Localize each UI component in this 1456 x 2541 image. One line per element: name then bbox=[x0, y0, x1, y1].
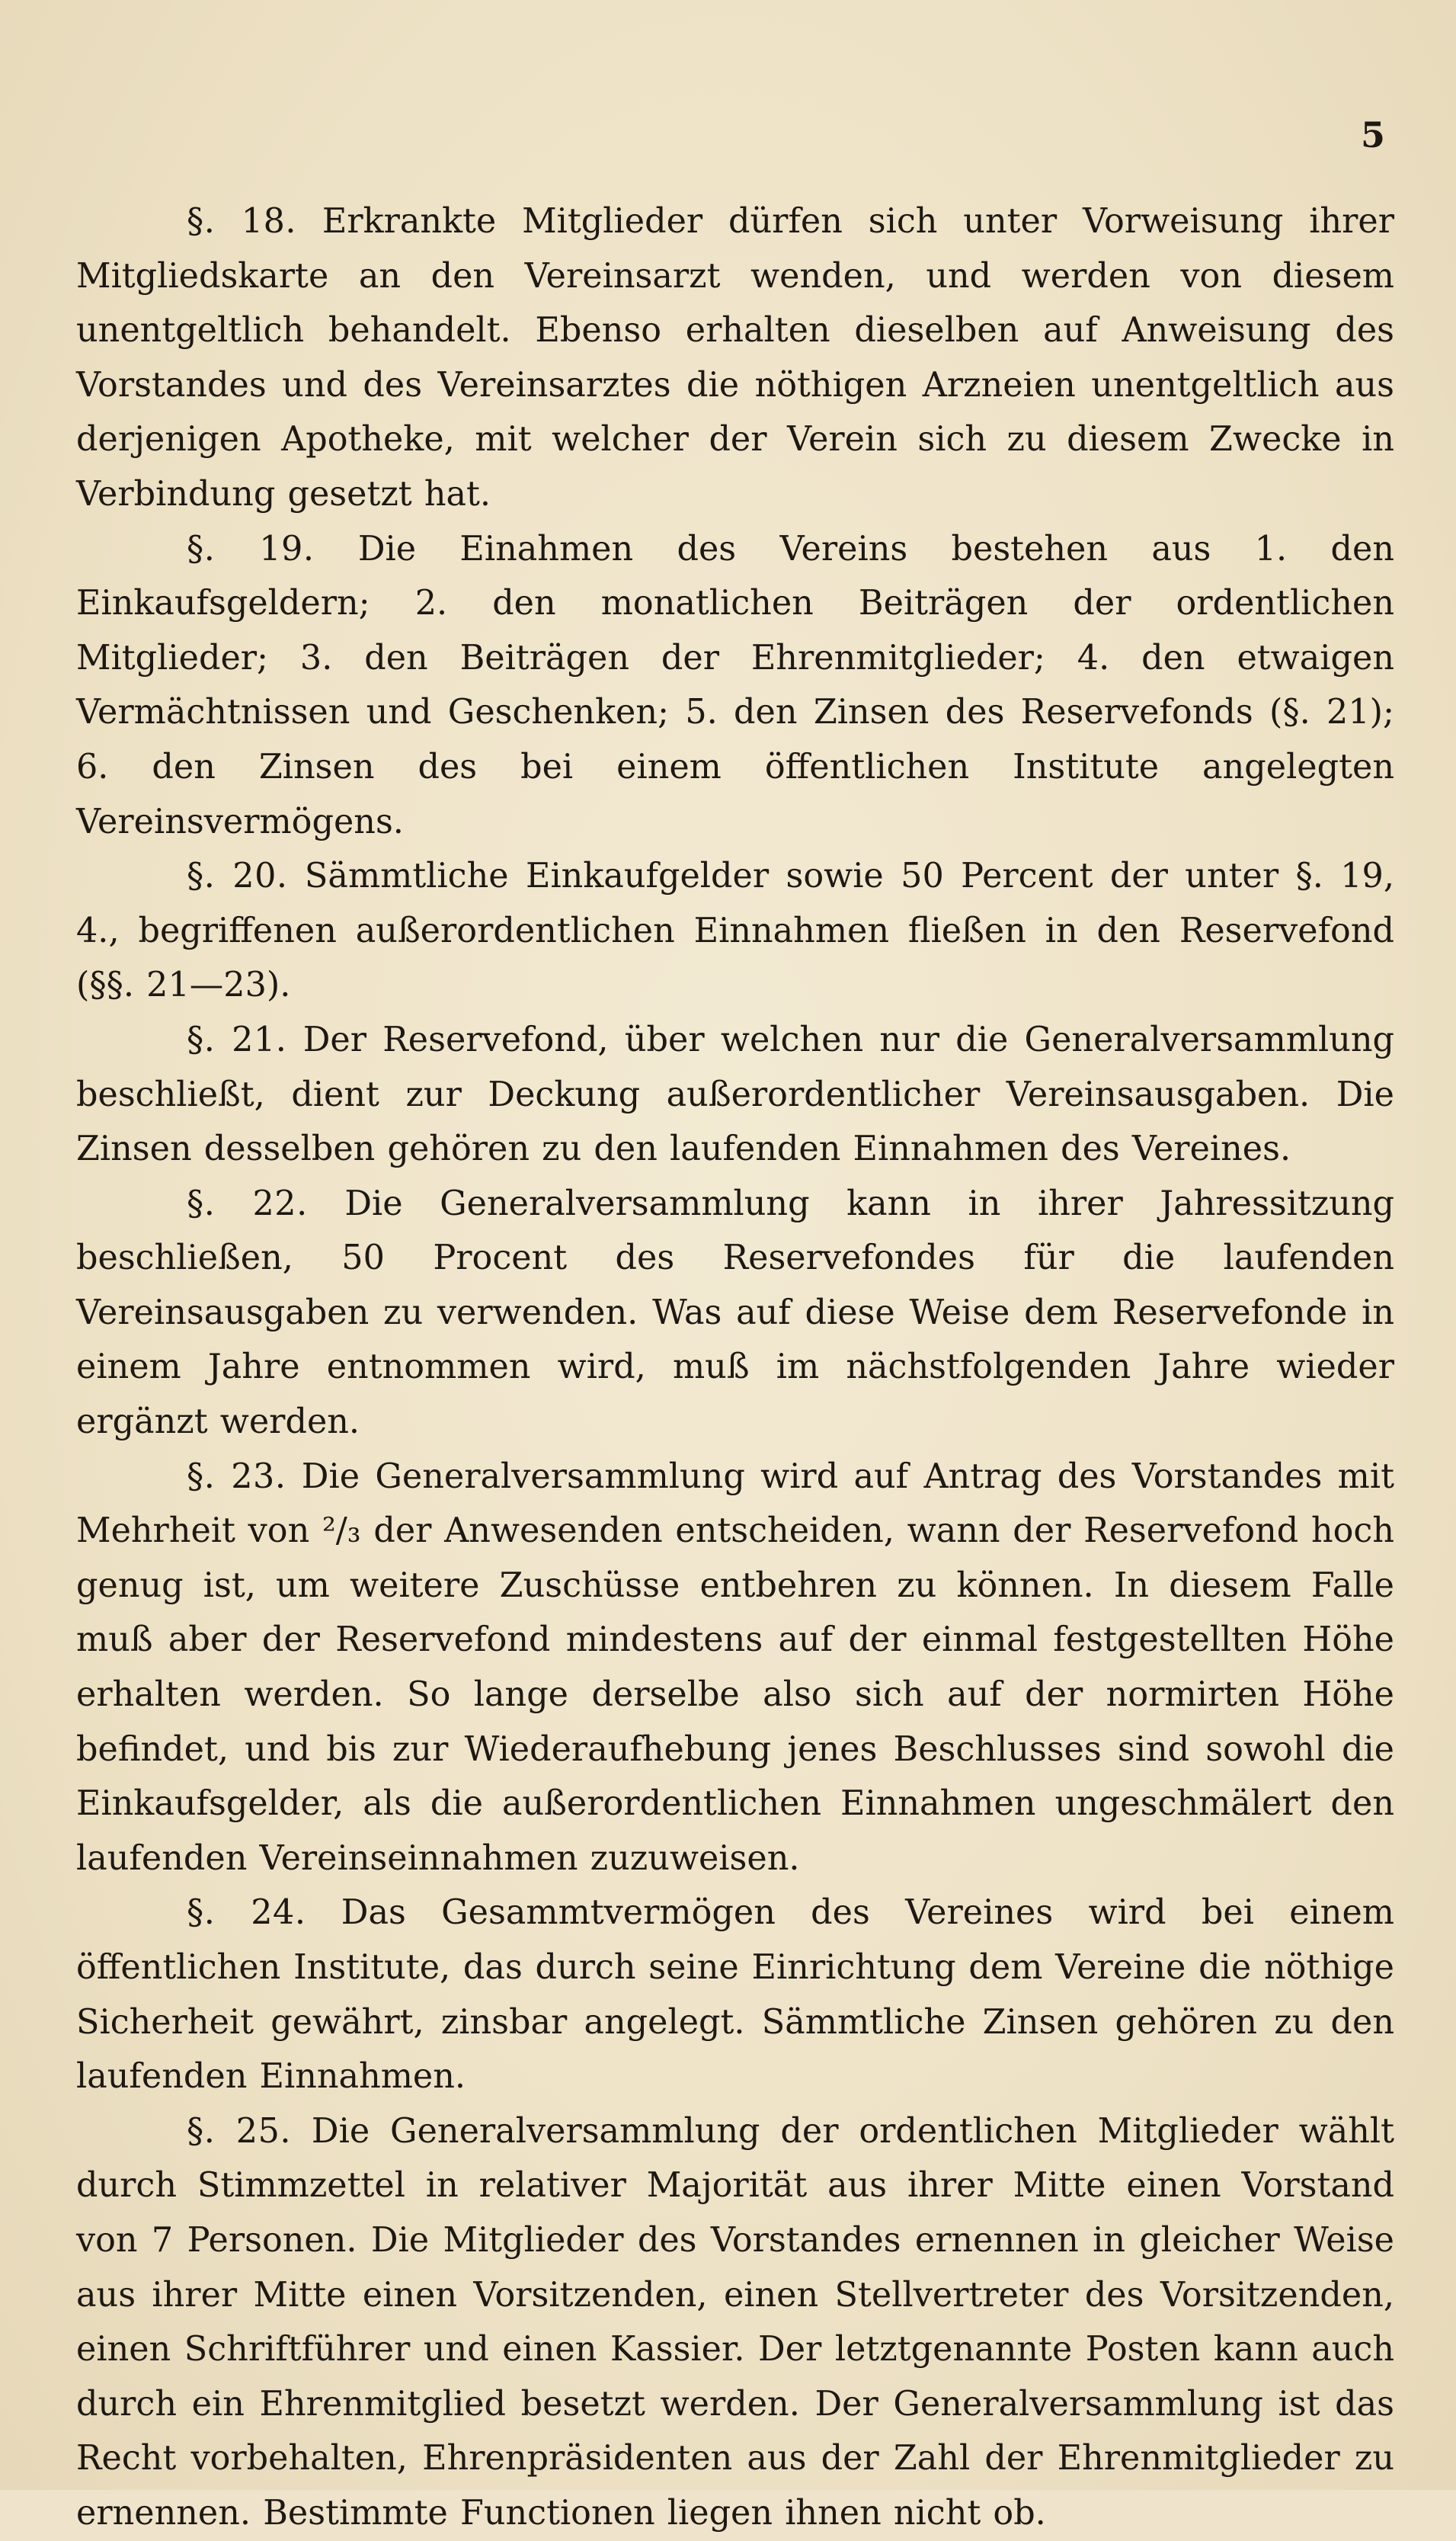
paragraph-21 bbox=[76, 1013, 1394, 1177]
section-number: §. 18. bbox=[187, 202, 297, 241]
paragraph-24 bbox=[76, 1886, 1394, 2104]
paragraph-20 bbox=[76, 849, 1394, 1013]
paragraph-19 bbox=[76, 522, 1394, 850]
paragraph-text: Der Reservefond, über welchen nur die Generalversammlung beschließt, dient zur Deckung außerordentlicher Vereinsausgaben. Die Zinsen desselben gehören zu den laufenden Einnahmen des Vereines. bbox=[76, 1020, 1395, 1169]
paragraph-23 bbox=[76, 1450, 1394, 1886]
paragraph-text: Das Gesammtvermögen des Vereines wird bei einem öffentlichen Institute, das durch seine Einrichtung dem Vereine die nöthige Sicherheit gewährt, zinsbar angelegt. Sämmtliche Zinsen gehören zu den laufenden Einnahmen. bbox=[76, 1893, 1394, 2097]
paragraph-text: Erkrankte Mitglieder dürfen sich unter Vorweisung ihrer Mitgliedskarte an den Vereinsarzt wenden, und werden von diesem unentgeltlich behandelt. Ebenso erhalten dieselben auf Anweisung des Vorstandes und des Vereinsarztes die nöthigen Arzneien unentgeltlich aus derjenigen Apotheke, mit welcher der Verein sich zu diesem Zwecke in Verbindung gesetzt hat. bbox=[76, 202, 1394, 514]
section-number: §. 24. bbox=[187, 1893, 306, 1933]
section-number: §. 23. bbox=[187, 1456, 286, 1496]
paragraph-text: Die Einahmen des Vereins bestehen aus 1. den Einkaufsgeldern; 2. den monatlichen Beiträgen der ordentlichen Mitglieder; 3. den Beiträgen der Ehrenmitglieder; 4. den etwaigen Vermächtnissen und Geschenken; 5. den Zinsen des Reservefonds (§. 21); 6. den Zinsen des bei einem öffentlichen Institute angelegten Vereinsvermögens. bbox=[76, 529, 1394, 841]
statute-text bbox=[76, 194, 1394, 2541]
page-number: 5 bbox=[1360, 114, 1386, 155]
section-number: §. 19. bbox=[187, 529, 315, 569]
paragraph-22 bbox=[76, 1177, 1394, 1450]
paragraph-text: Die Generalversammlung der ordentlichen Mitglieder wählt durch Stimmzettel in relativer Majorität aus ihrer Mitte einen Vorstand von 7 Personen. Die Mitglieder des Vorstandes ernennen in gleicher Weise aus ihrer Mitte einen Vorsitzenden, einen Stellvertreter des Vorsitzenden, einen Schriftführer und einen Kassier. Der letztgenannte Posten kann auch durch ein Ehrenmitglied besetzt werden. Der Generalversammlung ist das Recht vorbehalten, Ehrenpräsidenten aus der Zahl der Ehrenmitglieder zu ernennen. Bestimmte Functionen liegen ihnen nicht ob. bbox=[76, 2111, 1394, 2533]
paragraph-text: Die Generalversammlung wird auf Antrag des Vorstandes mit Mehrheit von ²/₃ der Anwesenden entscheiden, wann der Reservefond hoch genug ist, um weitere Zuschüsse entbehren zu können. In diesem Falle muß aber der Reservefond mindestens auf der einmal festgestellten Höhe erhalten werden. So lange derselbe also sich auf der normirten Höhe befindet, und bis zur Wiederaufhebung jenes Beschlusses sind sowohl die Einkaufsgelder, als die außerordentlichen Einnahmen ungeschmälert den laufenden Vereinseinnahmen zuzuweisen. bbox=[76, 1456, 1394, 1878]
section-number: §. 22. bbox=[187, 1184, 308, 1223]
paragraph-text: Sämmtliche Einkaufgelder sowie 50 Percent der unter §. 19, 4., begriffenen außerordentlichen Einnahmen fließen in den Reservefond (§§. 21—23). bbox=[76, 857, 1395, 1005]
paragraph-18 bbox=[76, 194, 1394, 522]
section-number: §. 21. bbox=[187, 1020, 287, 1059]
section-number: §. 20. bbox=[187, 857, 288, 896]
paragraph-text: Die Generalversammlung kann in ihrer Jahressitzung beschließen, 50 Procent des Reservefondes für die laufenden Vereinsausgaben zu verwenden. Was auf diese Weise dem Reservefonde in einem Jahre entnommen wird, muß im nächstfolgenden Jahre wieder ergänzt werden. bbox=[76, 1184, 1394, 1442]
paragraph-25 bbox=[76, 2104, 1394, 2541]
section-number: §. 25. bbox=[187, 2111, 292, 2151]
